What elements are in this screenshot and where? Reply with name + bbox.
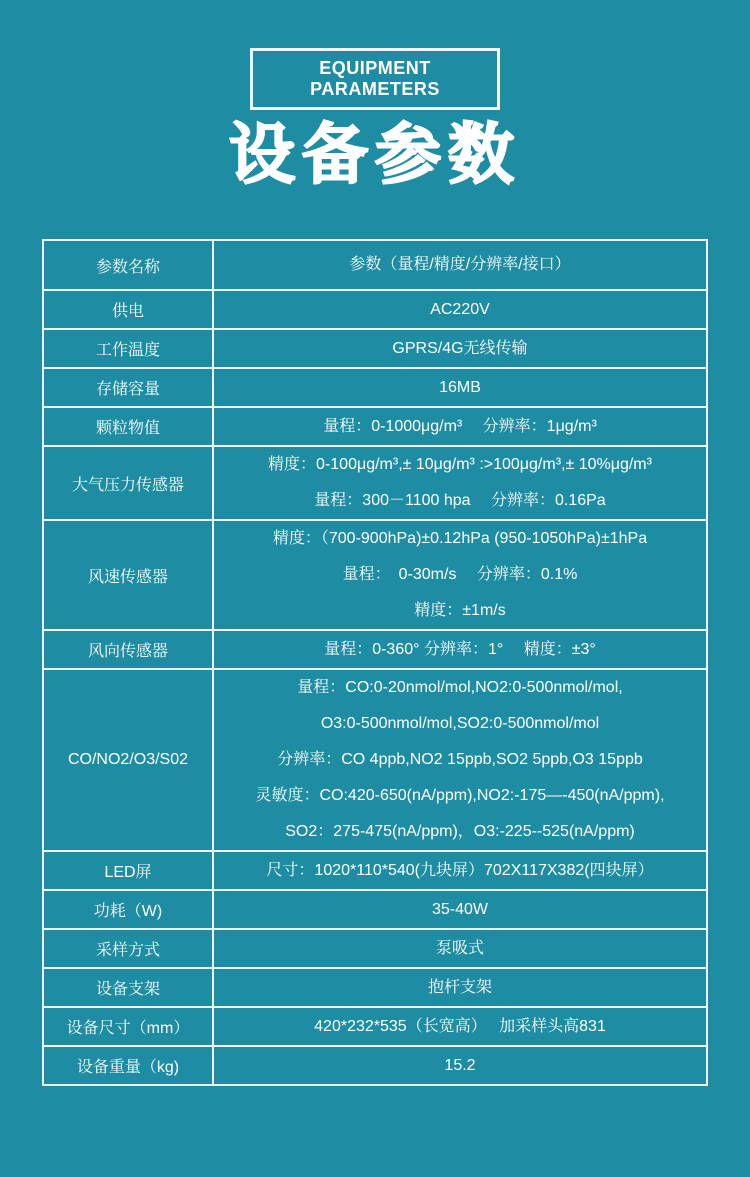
param-value <box>213 240 707 290</box>
param-value-line: 精度：±1m/s <box>414 602 506 620</box>
param-value <box>213 1046 707 1085</box>
table-row <box>43 1007 707 1046</box>
param-value <box>213 630 707 669</box>
param-value-line: 量程：300－1100 hpa 分辨率：0.16Pa <box>314 492 606 510</box>
param-value <box>213 851 707 890</box>
param-value <box>213 368 707 407</box>
param-value <box>213 669 707 851</box>
param-name: 风向传感器 <box>43 630 213 669</box>
table-row <box>43 630 707 669</box>
table-row <box>43 446 707 520</box>
table-row <box>43 329 707 368</box>
param-value-line: 精度：（700-900hPa)±0.12hPa (950-1050hPa)±1hPa <box>272 530 648 548</box>
table-row <box>43 368 707 407</box>
param-name: 颗粒物值 <box>43 407 213 446</box>
param-value-line: 量程： 0-30m/s 分辨率：0.1% <box>342 566 578 584</box>
param-name: 大气压力传感器 <box>43 446 213 520</box>
param-value-line: 精度：0-100μg/m³,± 10μg/m³ :>100μg/m³,± 10%μg/m³ <box>268 456 652 474</box>
param-value-line: 泵吸式 <box>435 939 484 957</box>
param-value-line: SO2：275-475(nA/ppm)，O3:-225--525(nA/ppm) <box>285 823 635 841</box>
table-row <box>43 1046 707 1085</box>
param-value-line: 灵敏度：CO:420-650(nA/ppm),NO2:-175—-450(nA/ppm), <box>255 787 665 805</box>
param-value-line: 15.2 <box>444 1056 476 1074</box>
param-name: 设备支架 <box>43 968 213 1007</box>
param-name: 采样方式 <box>43 929 213 968</box>
param-value <box>213 329 707 368</box>
equipment-parameters-badge: EQUIPMENT PARAMETERS <box>250 48 500 110</box>
param-value-line: AC220V <box>430 300 490 318</box>
param-value-line: GPRS/4G无线传输 <box>392 339 528 357</box>
param-name: CO/NO2/O3/S02 <box>43 669 213 851</box>
param-value-line: 抱杆支架 <box>427 978 492 996</box>
param-name: 供电 <box>43 290 213 329</box>
table-row <box>43 407 707 446</box>
param-value <box>213 290 707 329</box>
param-name: 存储容量 <box>43 368 213 407</box>
param-value-line: 分辨率：CO 4ppb,NO2 15ppb,SO2 5ppb,O3 15ppb <box>277 751 643 769</box>
param-value-line: O3:0-500nmol/mol,SO2:0-500nmol/mol <box>320 715 600 733</box>
param-value <box>213 446 707 520</box>
parameters-table-body <box>43 240 707 1085</box>
param-name: 参数名称 <box>43 240 213 290</box>
param-value <box>213 890 707 929</box>
param-value-line: 参数（量程/精度/分辨率/接口） <box>349 256 571 274</box>
param-value <box>213 968 707 1007</box>
param-value-line: 量程：0-360° 分辨率：1° 精度：±3° <box>324 640 596 658</box>
param-name: 设备重量（kg) <box>43 1046 213 1085</box>
param-value <box>213 520 707 630</box>
param-value <box>213 407 707 446</box>
table-row <box>43 968 707 1007</box>
table-row <box>43 929 707 968</box>
table-row <box>43 240 707 290</box>
param-value-line: 16MB <box>439 378 481 396</box>
parameters-table <box>42 239 708 1086</box>
param-name: 功耗（W) <box>43 890 213 929</box>
page-title: 设备参数 <box>229 117 521 191</box>
table-row <box>43 669 707 851</box>
param-value <box>213 929 707 968</box>
table-row <box>43 290 707 329</box>
param-name: 风速传感器 <box>43 520 213 630</box>
equipment-parameters-page <box>0 48 750 1177</box>
table-row <box>43 890 707 929</box>
param-value-line: 420*232*535（长宽高） 加采样头高831 <box>314 1017 606 1035</box>
param-value-line: 尺寸：1020*110*540(九块屏）702X117X382(四块屏） <box>266 861 654 879</box>
param-name: 设备尺寸（mm） <box>43 1007 213 1046</box>
param-value-line: 量程：0-1000μg/m³ 分辨率：1μg/m³ <box>323 417 597 435</box>
param-value-line: 量程：CO:0-20nmol/mol,NO2:0-500nmol/mol, <box>297 679 623 697</box>
param-value <box>213 1007 707 1046</box>
param-name: LED屏 <box>43 851 213 890</box>
table-row <box>43 520 707 630</box>
param-name: 工作温度 <box>43 329 213 368</box>
table-row <box>43 851 707 890</box>
param-value-line: 35-40W <box>431 900 489 918</box>
